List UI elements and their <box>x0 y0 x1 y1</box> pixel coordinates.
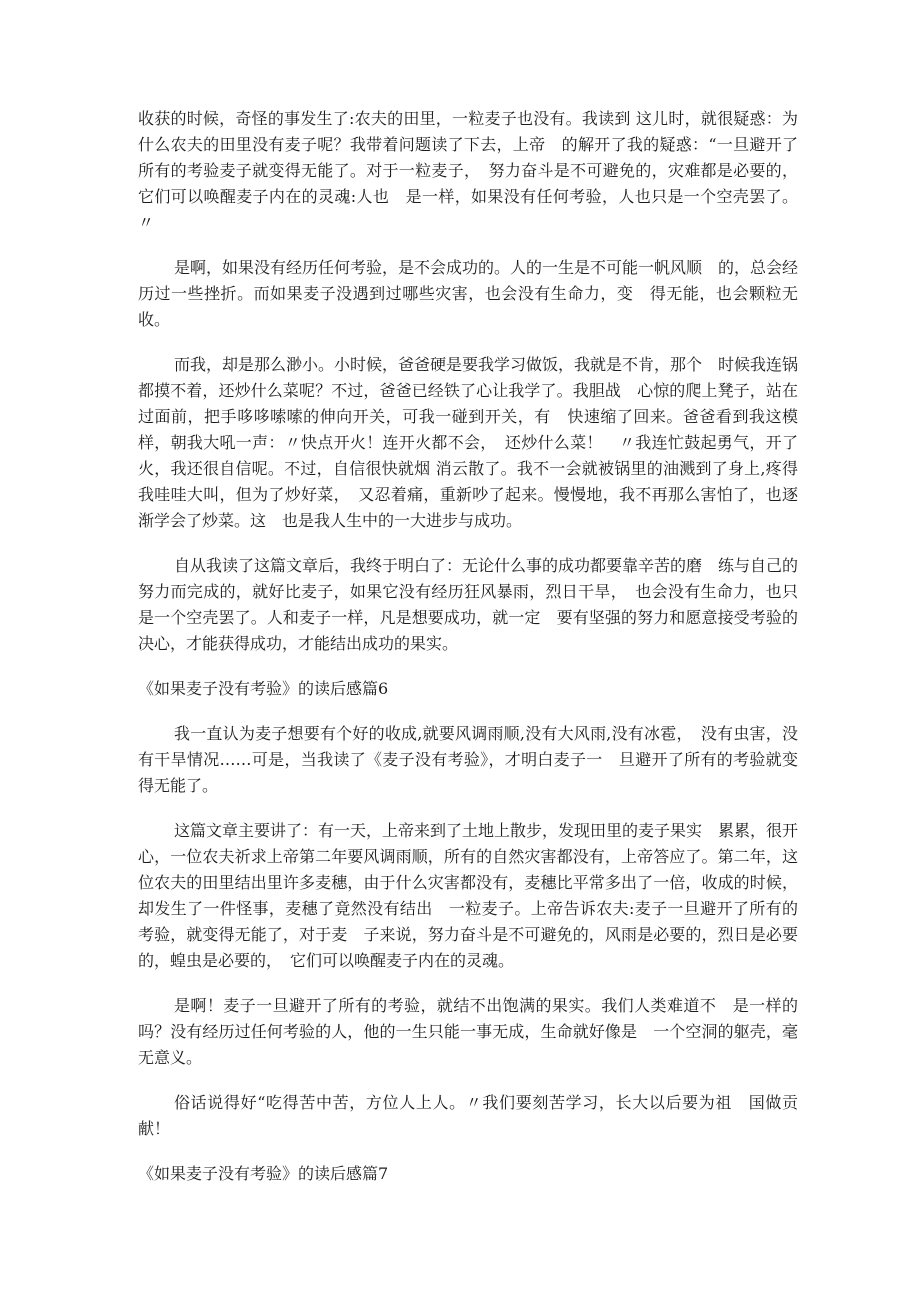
paragraph-harvest: 收获的时候，奇怪的事发生了:农夫的田里，一粒麦子也没有。我读到 这儿时，就很疑惑：为什么农夫的田里没有麦子呢？我带着问题读了下去，上帝 的解开了我的疑惑：“一旦避开了所有的考验麦子就变得无能了。对于一粒麦子， 努力奋斗是不可避免的，灾难都是必要的，它们可以唤醒麦子内在的灵魂:人也 是一样，如果没有任何考验，人也只是一个空壳罢了。〃 <box>138 109 798 232</box>
paragraph-6-proverb: 俗话说得好“吃得苦中苦，方位人上人。〃我们要刻苦学习，长大以后要为祖 国做贡献！ <box>138 1093 798 1138</box>
document-body <box>138 106 798 1206</box>
paragraph-conclusion: 自从我读了这篇文章后，我终于明白了：无论什么事的成功都要靠辛苦的磨 练与自己的努力而完成的，就好比麦子，如果它没有经历狂风暴雨，烈日干旱， 也会没有生命力，也只是一个空壳罢了。人和麦子一样，凡是想要成功，就一定 要有坚强的努力和愿意接受考验的决心，才能获得成功，才能结出成功的果实。 <box>138 556 799 653</box>
paragraph-6-intro: 我一直认为麦子想要有个好的收成,就要风调雨顺,没有大风雨,没有冰雹， 没有虫害，没有干旱情况……可是，当我读了《麦子没有考验》，才明白麦子一 旦避开了所有的考验就变得无能了。 <box>138 724 798 795</box>
paragraph-6-reflection: 是啊！麦子一旦避开了所有的考验，就结不出饱满的果实。我们人类难道不 是一样的吗？没有经历过任何考验的人，他的一生只能一事无成，生命就好像是 一个空洞的躯壳，毫无意义。 <box>138 996 798 1067</box>
paragraph-reflection: 是啊，如果没有经历任何考验，是不会成功的。人的一生是不可能一帆风顺 的，总会经历过一些挫折。而如果麦子没遇到过哪些灾害，也会没有生命力，变 得无能，也会颗粒无收。 <box>138 258 799 329</box>
section-heading-7: 《如果麦子没有考验》的读后感篇7 <box>138 1164 389 1183</box>
paragraph-cooking-story: 而我，却是那么渺小。小时候，爸爸硬是要我学习做饭，我就是不肯，那个 时候我连锅都摸不着，还炒什么菜呢？不过，爸爸已经铁了心让我学了。我胆战 心惊的爬上凳子，站在过面前，把手哆哆嗦嗦的伸向开关，可我一碰到开关，有 快速缩了回来。爸爸看到我这模样，朝我大吼一声：〃快点开火！连开火都不会， 还炒什么菜！ 〃我连忙鼓起勇气，开了火，我还很自信呢。不过，自信很快就烟 消云散了。我不一会就被锅里的油溅到了身上,疼得我哇哇大叫，但为了炒好菜， 又忍着痛，重新吵了起来。慢慢地，我不再那么害怕了，也逐渐学会了炒菜。这 也是我人生中的一大进步与成功。 <box>138 355 799 530</box>
section-heading-6: 《如果麦子没有考验》的读后感篇6 <box>138 679 389 698</box>
paragraph-6-summary: 这篇文章主要讲了：有一天，上帝来到了土地上散步，发现田里的麦子果实 累累，很开心，一位农夫祈求上帝第二年要风调雨顺，所有的自然灾害都没有，上帝答应了。第二年，这位农夫的田里结出里许多麦穗，由于什么灾害都没有，麦穗比平常多出了一倍，收成的时候，却发生了一件怪事，麦穗了竟然没有结出 一粒麦子。上帝告诉农夫:麦子一旦避开了所有的考验，就变得无能了，对于麦 子来说，努力奋斗是不可避免的，风雨是必要的，烈日是必要的，蝗虫是必要的， 它们可以唤醒麦子内在的灵魂。 <box>138 821 799 970</box>
